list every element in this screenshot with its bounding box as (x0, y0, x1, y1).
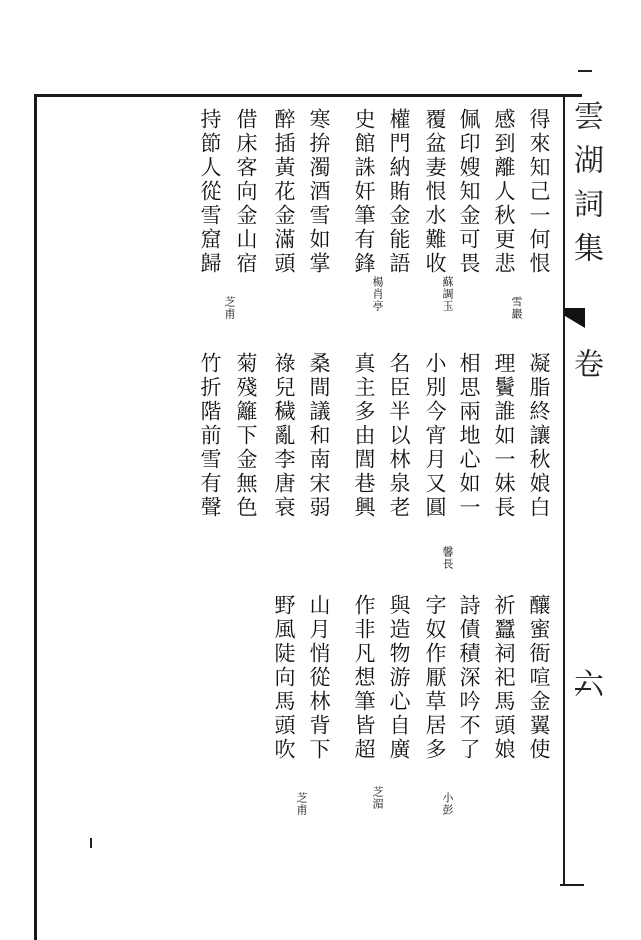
author-note: 芝湄 (371, 786, 384, 810)
couplet-line: 覆盆妻恨水難收 (423, 108, 447, 276)
couplet-line: 凝脂終讓秋娘白 (527, 352, 551, 520)
author-note: 馨長 (441, 546, 454, 570)
author-note: 芝甫 (223, 296, 236, 320)
margin-title: 雲湖詞集 (568, 100, 603, 276)
couplet-line: 釀蜜衙喧金翼使 (527, 594, 551, 762)
frame-bottom-tick (560, 884, 584, 886)
couplet-line: 與造物游心自廣 (387, 594, 411, 762)
couplet-line: 作非凡想筆皆超 (352, 594, 376, 762)
couplet-line: 權門納賄金能語 (387, 108, 411, 276)
couplet-line: 野風陡向馬頭吹 (272, 594, 296, 762)
couplet-line: 寒拚濁酒雪如掌 (307, 108, 331, 276)
author-note: 雪巖 (510, 296, 523, 320)
fishtail-mark (565, 308, 585, 328)
scan-mark (90, 838, 92, 848)
couplet-line: 祈蠶祠祀馬頭娘 (492, 594, 516, 762)
couplet-line: 感到離人秋更悲 (492, 108, 516, 276)
margin-volume: 卷 (568, 348, 603, 392)
couplet-line: 祿兒穢亂李唐衰 (272, 352, 296, 520)
couplet-line: 相思兩地心如一 (457, 352, 481, 520)
couplet-line: 醉插黃花金滿頭 (272, 108, 296, 276)
couplet-line: 竹折階前雪有聲 (198, 352, 222, 520)
couplet-line: 佩印嫂知金可畏 (457, 108, 481, 276)
margin-page-mark: 六 (568, 668, 603, 712)
couplet-line: 字奴作厭草居多 (423, 594, 447, 762)
couplet-line: 真主多由閭巷興 (352, 352, 376, 520)
couplet-line: 詩債積深吟不了 (457, 594, 481, 762)
couplet-line: 小別今宵月又圓 (423, 352, 447, 520)
couplet-line: 桑間議和南宋弱 (307, 352, 331, 520)
author-note: 芝甫 (295, 792, 308, 816)
couplet-line: 名臣半以林泉老 (387, 352, 411, 520)
author-note: 蘇調玉 (441, 276, 454, 312)
couplet-line: 得來知己一何恨 (527, 108, 551, 276)
frame-top-line (34, 94, 582, 97)
couplet-line: 借床客向金山宿 (234, 108, 258, 276)
couplet-line: 菊殘籬下金無色 (234, 352, 258, 520)
couplet-line: 山月悄從林背下 (307, 594, 331, 762)
frame-left-line (34, 94, 37, 940)
author-note: 小彭 (441, 792, 454, 816)
couplet-line: 理鬢誰如一妹長 (492, 352, 516, 520)
couplet-line: 持節人從雪窟歸 (198, 108, 222, 276)
scan-mark (578, 70, 592, 72)
author-note: 楊肖亭 (371, 276, 384, 312)
frame-right-line (563, 94, 565, 886)
couplet-line: 史館誅奸筆有鋒 (352, 108, 376, 276)
